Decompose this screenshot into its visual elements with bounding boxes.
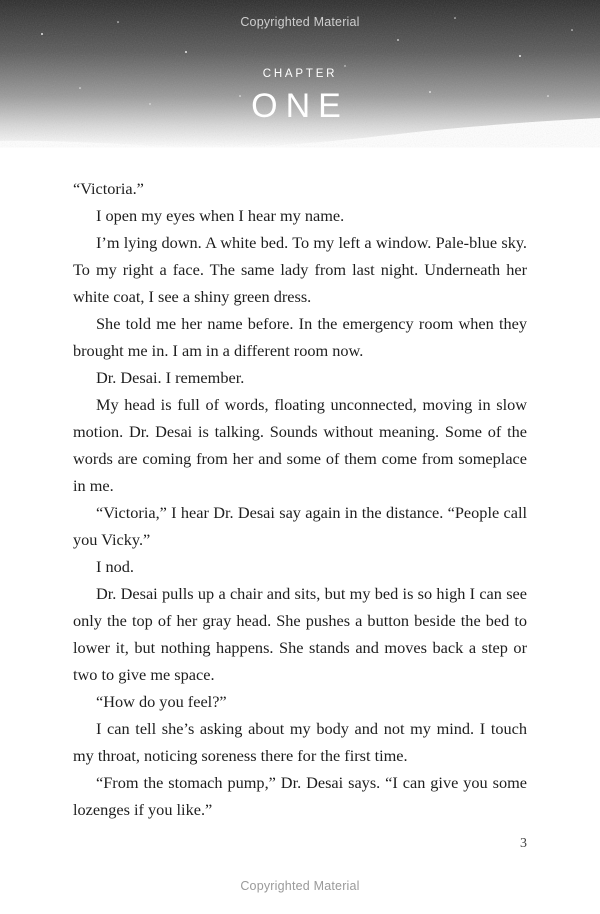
paragraph: I open my eyes when I hear my name. — [96, 206, 345, 225]
paragraph: “Victoria,” I hear Dr. Desai say again in the distance. “People call you Vicky.” — [73, 503, 527, 549]
paragraph: Dr. Desai. I remember. — [96, 368, 245, 387]
body-text — [73, 175, 527, 823]
paragraph: She told me her name before. In the emergency room when they brought me in. I am in a different room now. — [73, 314, 527, 360]
copyright-watermark-bottom: Copyrighted Material — [240, 879, 360, 893]
paragraph: “How do you feel?” — [96, 692, 227, 711]
page-number: 3 — [520, 836, 527, 851]
paragraph: I can tell she’s asking about my body and not my mind. I touch my throat, noticing soreness there for the first time. — [73, 719, 527, 765]
copyright-watermark-top: Copyrighted Material — [240, 15, 360, 29]
chapter-number: ONE — [251, 87, 349, 125]
chapter-label: CHAPTER — [262, 68, 338, 80]
paragraph: I nod. — [96, 557, 134, 576]
paragraph: Dr. Desai pulls up a chair and sits, but my bed is so high I can see only the top of her gray head. She pushes a button beside the bed to lower it, but nothing happens. She stands and moves back a step or two to give me space. — [73, 584, 527, 684]
paragraph: I’m lying down. A white bed. To my left a window. Pale-blue sky. To my right a face. The same lady from last night. Underneath her white coat, I see a shiny green dress. — [73, 233, 527, 306]
paragraph: “From the stomach pump,” Dr. Desai says. “I can give you some lozenges if you like.” — [73, 773, 527, 819]
paragraph: “Victoria.” — [73, 179, 144, 198]
paragraph: My head is full of words, floating unconnected, moving in slow motion. Dr. Desai is talking. Sounds without meaning. Some of the words are coming from her and some of them come from someplace in me. — [73, 395, 527, 495]
